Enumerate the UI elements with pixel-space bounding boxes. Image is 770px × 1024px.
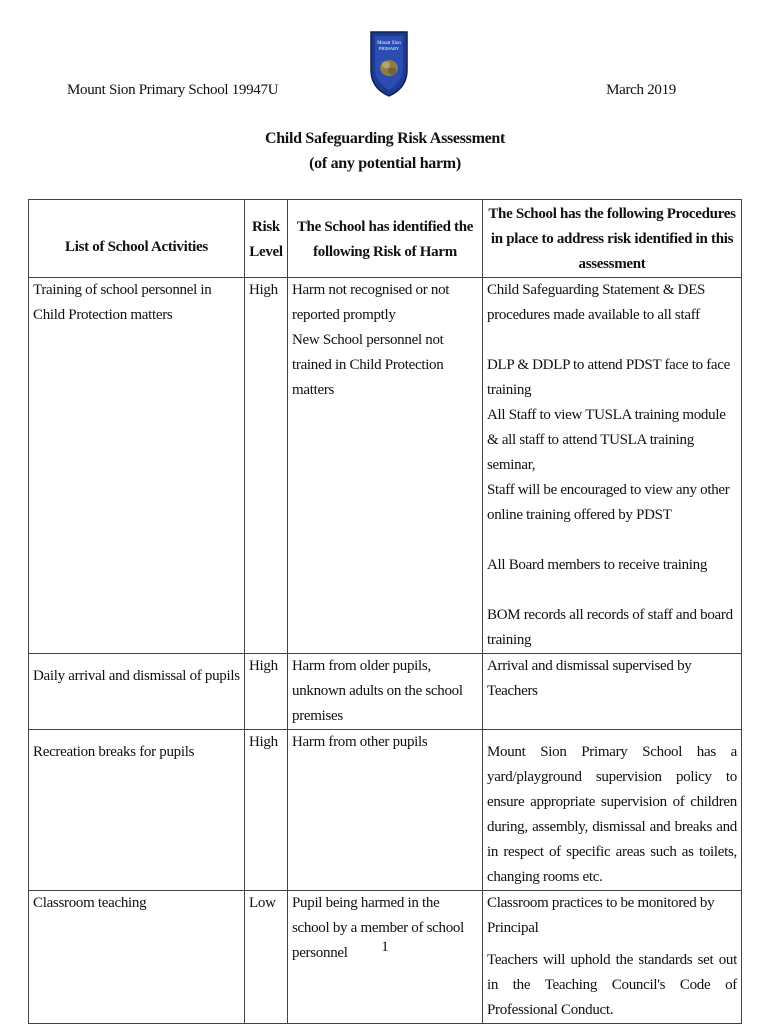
school-crest-logo	[369, 30, 409, 98]
header-risk-level: Risk Level	[245, 200, 288, 278]
document-title	[0, 126, 770, 176]
risk-level-cell: High	[245, 278, 288, 654]
activity-cell: Recreation breaks for pupils	[29, 730, 245, 891]
document-date: March 2019	[606, 82, 676, 98]
procedure-cell: Child Safeguarding Statement & DES procedures made available to all staff DLP & DDLP to attend PDST face to face training All Staff to view TUSLA training module & all staff to attend TUSLA training seminar, Staff will be encouraged to view any other online training offered by PDST All Board members to receive training BOM records all records of staff and board training	[483, 278, 742, 654]
title-line-2: (of any potential harm)	[309, 155, 461, 172]
procedure-cell: Mount Sion Primary School has a yard/playground supervision policy to ensure appropriate supervision of children during, assembly, dismissal and breaks and in respect of specific areas such as toilets, changing rooms etc.	[483, 730, 742, 891]
svg-text:PRIMARY: PRIMARY	[378, 46, 400, 51]
school-name-header: Mount Sion Primary School 19947U	[67, 82, 279, 98]
risk-cell: Harm from other pupils	[288, 730, 483, 891]
header-procedures: The School has the following Procedures in place to address risk identified in this assessment	[483, 200, 742, 278]
activity-cell: Daily arrival and dismissal of pupils	[29, 654, 245, 730]
risk-cell: Pupil being harmed in the school by a member of school personnel	[288, 891, 483, 1024]
procedure-cell	[483, 891, 742, 1024]
activity-cell: Classroom teaching	[29, 891, 245, 1024]
activity-cell: Training of school personnel in Child Protection matters	[29, 278, 245, 654]
table-header-row	[29, 200, 742, 278]
page-number: 1	[381, 939, 389, 955]
table-row	[29, 891, 742, 1024]
procedure-line: Classroom practices to be monitored by Principal	[487, 895, 715, 936]
risk-cell: Harm from older pupils, unknown adults on the school premises	[288, 654, 483, 730]
risk-cell: Harm not recognised or not reported promptly New School personnel not trained in Child Protection matters	[288, 278, 483, 654]
svg-text:Mount Sion: Mount Sion	[377, 41, 401, 46]
table-row	[29, 278, 742, 654]
risk-level-cell: High	[245, 654, 288, 730]
title-line-1: Child Safeguarding Risk Assessment	[264, 130, 506, 147]
risk-assessment-table	[28, 199, 742, 1024]
risk-level-cell: Low	[245, 891, 288, 1024]
risk-level-cell: High	[245, 730, 288, 891]
procedure-cell: Arrival and dismissal supervised by Teachers	[483, 654, 742, 730]
table-row	[29, 730, 742, 891]
procedure-line: Teachers will uphold the standards set out in the Teaching Council's Code of Professional Conduct.	[487, 952, 737, 1018]
header-risk-of-harm: The School has identified the following Risk of Harm	[288, 200, 483, 278]
table-row	[29, 654, 742, 730]
header-activities: List of School Activities	[29, 200, 245, 278]
